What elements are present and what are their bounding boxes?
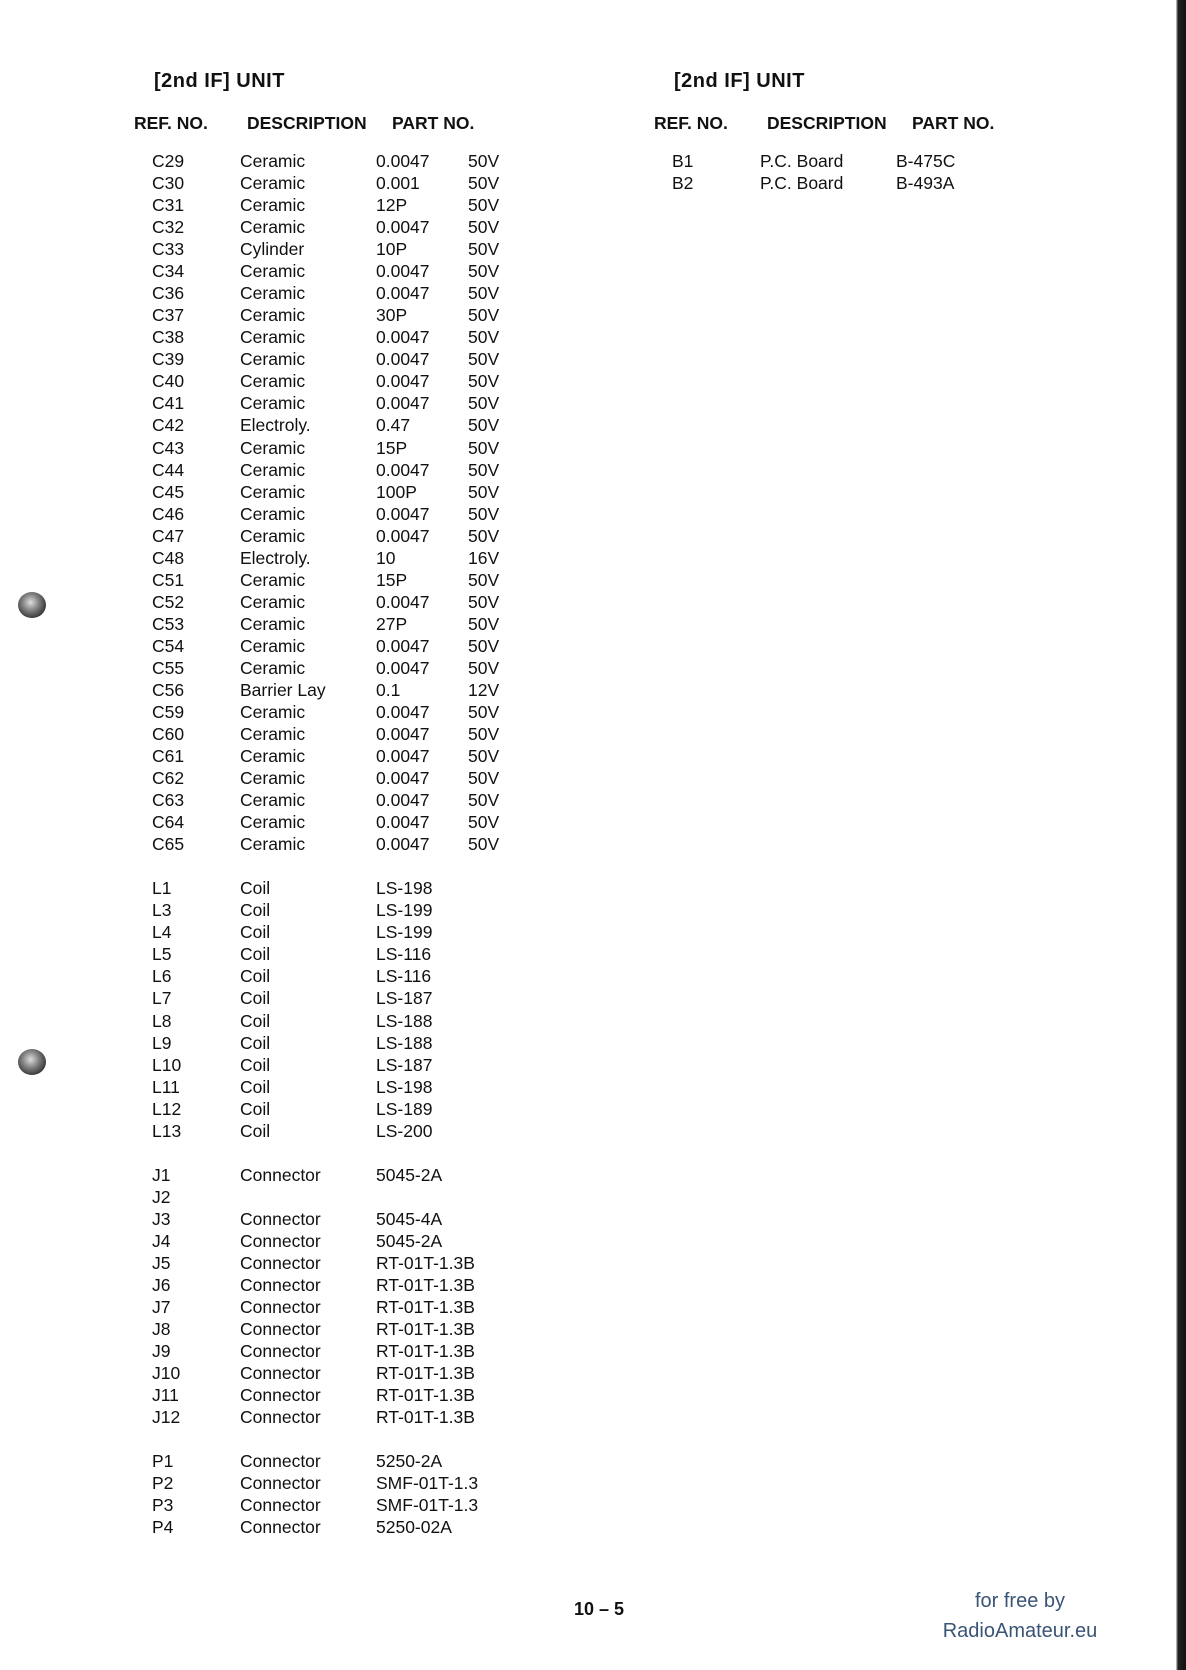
description-cell: Ceramic — [240, 724, 306, 745]
voltage-cell: 50V — [468, 283, 500, 304]
part-no-cell: LS-116 — [376, 944, 432, 965]
ref-cell: C30 — [152, 173, 185, 194]
ref-cell: P3 — [152, 1495, 174, 1516]
voltage-cell: 50V — [468, 437, 500, 458]
ref-cell: J8 — [152, 1319, 171, 1340]
part-no-cell: LS-198 — [376, 1076, 433, 1097]
description-cell: Coil — [240, 1032, 271, 1053]
part-no-cell: RT-01T-1.3B — [376, 1341, 475, 1362]
ref-cell: J7 — [152, 1297, 171, 1317]
part-no-cell: 0.0047 — [376, 702, 430, 722]
ref-cell: C62 — [152, 768, 185, 789]
ref-cell: C53 — [152, 613, 185, 634]
description-cell: Connector — [240, 1363, 321, 1384]
part-no-cell: 5045-2A — [376, 1230, 443, 1251]
ref-cell: L5 — [152, 944, 172, 965]
voltage-cell: 50V — [468, 239, 500, 260]
voltage-cell: 50V — [468, 790, 500, 811]
part-no-cell: RT-01T-1.3B — [376, 1385, 475, 1406]
ref-cell: L3 — [152, 900, 172, 921]
voltage-cell: 50V — [468, 768, 500, 789]
ref-cell: C31 — [152, 195, 185, 216]
ref-cell: L12 — [152, 1098, 182, 1119]
description-cell: Connector — [240, 1230, 321, 1251]
voltage-cell: 50V — [468, 702, 500, 722]
ref-cell: L13 — [152, 1120, 182, 1141]
part-no-cell: 0.0047 — [376, 371, 430, 392]
ref-cell: L10 — [152, 1054, 182, 1075]
voltage-cell: 50V — [468, 812, 500, 833]
ref-cell: P4 — [152, 1517, 174, 1538]
part-no-cell: 0.0047 — [376, 283, 430, 304]
voltage-cell: 50V — [468, 305, 500, 326]
voltage-cell: 50V — [468, 591, 500, 612]
unit-title: [2nd IF] UNIT — [154, 70, 285, 92]
part-no-cell: 10 — [376, 547, 396, 568]
ref-cell: C38 — [152, 327, 185, 348]
voltage-cell: 50V — [468, 261, 500, 282]
page-number: 10 – 5 — [574, 1599, 625, 1619]
part-no-cell: 0.0047 — [376, 261, 430, 282]
credit-watermark — [920, 1586, 1120, 1646]
voltage-cell: 50V — [468, 459, 500, 480]
part-no-cell: 0.0047 — [376, 812, 430, 833]
description-cell: Ceramic — [240, 173, 306, 194]
voltage-cell: 50V — [468, 657, 500, 678]
voltage-cell: 50V — [468, 525, 500, 546]
description-cell: Ceramic — [240, 790, 306, 811]
description-cell: Ceramic — [240, 261, 306, 282]
ref-cell: C64 — [152, 812, 185, 833]
ref-cell: B2 — [672, 173, 694, 194]
description-cell: Coil — [240, 900, 271, 921]
ref-cell: C48 — [152, 547, 185, 568]
description-cell: Ceramic — [240, 283, 306, 304]
voltage-cell: 50V — [468, 481, 500, 502]
description-cell: Connector — [240, 1385, 321, 1406]
description-cell: Coil — [240, 988, 271, 1009]
voltage-cell: 50V — [468, 569, 500, 590]
description-cell: Ceramic — [240, 812, 306, 833]
description-cell: Barrier Lay — [240, 679, 326, 700]
description-cell: Ceramic — [240, 834, 306, 855]
description-cell: Ceramic — [240, 591, 306, 612]
part-no-cell: 30P — [376, 305, 408, 326]
voltage-cell: 50V — [468, 834, 500, 855]
binder-hole-upper — [18, 592, 46, 618]
description-cell: Connector — [240, 1319, 321, 1340]
part-no-cell: RT-01T-1.3B — [376, 1319, 475, 1340]
ref-cell: L1 — [152, 878, 172, 899]
part-no-cell: 5250-2A — [376, 1451, 443, 1472]
ref-cell: C52 — [152, 591, 185, 612]
part-no-cell: RT-01T-1.3B — [376, 1363, 475, 1384]
ref-cell: C40 — [152, 371, 185, 392]
part-no-cell: 5045-2A — [376, 1164, 443, 1185]
voltage-cell: 50V — [468, 151, 500, 171]
part-no-cell: RT-01T-1.3B — [376, 1252, 475, 1273]
part-no-cell: RT-01T-1.3B — [376, 1297, 475, 1317]
ref-cell: C54 — [152, 635, 185, 656]
description-cell: Ceramic — [240, 393, 306, 414]
ref-cell: L11 — [152, 1076, 180, 1097]
ref-cell: L9 — [152, 1032, 172, 1053]
ref-cell: C37 — [152, 305, 185, 326]
voltage-cell: 50V — [468, 613, 500, 634]
part-no-cell: RT-01T-1.3B — [376, 1274, 475, 1295]
ref-cell: C60 — [152, 724, 185, 745]
ref-cell: C36 — [152, 283, 185, 304]
description-cell: Ceramic — [240, 525, 306, 546]
voltage-cell: 50V — [468, 349, 500, 370]
ref-cell: J10 — [152, 1363, 181, 1384]
description-cell: Ceramic — [240, 635, 306, 656]
part-no-cell: LS-116 — [376, 966, 432, 987]
description-cell: Electroly. — [240, 415, 311, 436]
ref-cell: L6 — [152, 966, 172, 987]
part-no-cell: 0.0047 — [376, 349, 430, 370]
credit-line-1: for free by — [974, 1590, 1066, 1612]
part-no-cell: LS-200 — [376, 1120, 433, 1141]
description-cell: Connector — [240, 1451, 321, 1472]
header-ref-no: REF. NO. — [654, 113, 728, 133]
ref-cell: C39 — [152, 349, 185, 370]
part-no-cell: 0.001 — [376, 173, 420, 194]
header-description: DESCRIPTION — [767, 113, 887, 133]
part-no-cell: LS-187 — [376, 988, 433, 1009]
part-no-cell: 0.0047 — [376, 635, 430, 656]
part-no-cell: 0.0047 — [376, 790, 430, 811]
part-no-cell: 10P — [376, 239, 408, 260]
ref-cell: L8 — [152, 1010, 172, 1031]
header-ref-no: REF. NO. — [134, 113, 208, 133]
part-no-cell: 0.0047 — [376, 724, 430, 745]
part-no-cell: LS-189 — [376, 1098, 433, 1119]
description-cell: Ceramic — [240, 305, 306, 326]
part-no-cell: B-493A — [896, 173, 955, 194]
voltage-cell: 50V — [468, 393, 500, 414]
right-parts-list — [654, 70, 1054, 270]
part-no-cell: 0.0047 — [376, 217, 430, 238]
ref-cell: J9 — [152, 1341, 171, 1362]
ref-cell: J3 — [152, 1208, 171, 1229]
part-no-cell: RT-01T-1.3B — [376, 1407, 475, 1428]
description-cell: Ceramic — [240, 371, 306, 392]
unit-title: [2nd IF] UNIT — [674, 70, 805, 92]
part-no-cell: LS-187 — [376, 1054, 433, 1075]
page-edge-shadow — [1176, 0, 1186, 1670]
description-cell: Connector — [240, 1495, 321, 1516]
description-cell: Coil — [240, 1010, 271, 1031]
voltage-cell: 50V — [468, 327, 500, 348]
description-cell: Connector — [240, 1252, 321, 1273]
part-no-cell: LS-188 — [376, 1032, 433, 1053]
voltage-cell: 12V — [468, 679, 500, 700]
part-no-cell: LS-188 — [376, 1010, 433, 1031]
description-cell: Coil — [240, 966, 271, 987]
part-no-cell: SMF-01T-1.3 — [376, 1495, 479, 1516]
part-no-cell: SMF-01T-1.3 — [376, 1473, 479, 1494]
part-no-cell: LS-199 — [376, 922, 433, 943]
description-cell: Ceramic — [240, 746, 306, 767]
ref-cell: P2 — [152, 1473, 174, 1494]
ref-cell: J2 — [152, 1186, 171, 1207]
voltage-cell: 50V — [468, 415, 500, 436]
part-no-cell: 0.0047 — [376, 746, 430, 767]
description-cell: Ceramic — [240, 657, 306, 678]
ref-cell: C43 — [152, 437, 185, 458]
left-parts-list — [134, 70, 554, 1550]
part-no-cell: 0.0047 — [376, 834, 430, 855]
ref-cell: P1 — [152, 1451, 174, 1472]
description-cell: Coil — [240, 878, 271, 899]
description-cell: Ceramic — [240, 437, 306, 458]
part-no-cell: LS-198 — [376, 878, 433, 899]
ref-cell: C47 — [152, 525, 185, 546]
description-cell: Ceramic — [240, 569, 306, 590]
voltage-cell: 50V — [468, 173, 500, 194]
ref-cell: C46 — [152, 503, 185, 524]
ref-cell: C41 — [152, 393, 185, 414]
ref-cell: L4 — [152, 922, 172, 943]
description-cell: Coil — [240, 1054, 271, 1075]
ref-cell: C42 — [152, 415, 185, 436]
ref-cell: J12 — [152, 1407, 181, 1428]
description-cell: Cylinder — [240, 239, 305, 260]
description-cell: Connector — [240, 1341, 321, 1362]
description-cell: Coil — [240, 944, 271, 965]
part-no-cell: 0.0047 — [376, 591, 430, 612]
voltage-cell: 50V — [468, 371, 500, 392]
ref-cell: C63 — [152, 790, 185, 811]
ref-cell: J11 — [152, 1385, 179, 1406]
ref-cell: C45 — [152, 481, 185, 502]
part-no-cell: 0.47 — [376, 415, 411, 436]
ref-cell: C33 — [152, 239, 185, 260]
part-no-cell: 0.0047 — [376, 657, 430, 678]
part-no-cell: 0.0047 — [376, 393, 430, 414]
description-cell: Ceramic — [240, 613, 306, 634]
ref-cell: J5 — [152, 1252, 171, 1273]
part-no-cell: 27P — [376, 613, 408, 634]
ref-cell: B1 — [672, 151, 694, 171]
ref-cell: C29 — [152, 151, 185, 171]
part-no-cell: 0.0047 — [376, 768, 430, 789]
part-no-cell: LS-199 — [376, 900, 433, 921]
description-cell: Connector — [240, 1297, 321, 1317]
description-cell: Ceramic — [240, 768, 306, 789]
ref-cell: C56 — [152, 679, 185, 700]
voltage-cell: 50V — [468, 195, 500, 216]
description-cell: Ceramic — [240, 481, 306, 502]
ref-cell: C65 — [152, 834, 185, 855]
description-cell: Coil — [240, 922, 271, 943]
part-no-cell: 12P — [376, 195, 408, 216]
part-no-cell: 5045-4A — [376, 1208, 443, 1229]
binder-hole-lower — [18, 1049, 46, 1075]
ref-cell: C44 — [152, 459, 185, 480]
description-cell: Ceramic — [240, 327, 306, 348]
ref-cell: J6 — [152, 1274, 171, 1295]
description-cell: Connector — [240, 1208, 321, 1229]
ref-cell: C59 — [152, 702, 185, 722]
ref-cell: J1 — [152, 1164, 171, 1185]
part-no-cell: 0.0047 — [376, 327, 430, 348]
ref-cell: C32 — [152, 217, 185, 238]
part-no-cell: 15P — [376, 437, 408, 458]
description-cell: Coil — [240, 1076, 271, 1097]
description-cell: P.C. Board — [760, 151, 844, 171]
part-no-cell: 0.0047 — [376, 151, 430, 171]
description-cell: Coil — [240, 1098, 271, 1119]
description-cell: Connector — [240, 1274, 321, 1295]
part-no-cell: 0.1 — [376, 679, 401, 700]
description-cell: Coil — [240, 1120, 271, 1141]
description-cell: Ceramic — [240, 349, 306, 370]
ref-cell: L7 — [152, 988, 172, 1009]
description-cell: Connector — [240, 1407, 321, 1428]
description-cell: Ceramic — [240, 702, 306, 722]
description-cell: Ceramic — [240, 151, 306, 171]
part-no-cell: 15P — [376, 569, 408, 590]
description-cell: Ceramic — [240, 217, 306, 238]
part-no-cell: 5250-02A — [376, 1517, 452, 1538]
description-cell: Electroly. — [240, 547, 311, 568]
description-cell: Connector — [240, 1473, 321, 1494]
ref-cell: C51 — [152, 569, 185, 590]
voltage-cell: 50V — [468, 724, 500, 745]
description-cell: Ceramic — [240, 195, 306, 216]
description-cell: Connector — [240, 1164, 321, 1185]
voltage-cell: 50V — [468, 635, 500, 656]
header-description: DESCRIPTION — [247, 113, 367, 133]
part-no-cell: 0.0047 — [376, 503, 430, 524]
header-part-no: PART NO. — [912, 113, 995, 133]
part-no-cell: 100P — [376, 481, 417, 502]
part-no-cell: 0.0047 — [376, 525, 430, 546]
ref-cell: C61 — [152, 746, 185, 767]
ref-cell: J4 — [152, 1230, 171, 1251]
description-cell: Ceramic — [240, 503, 306, 524]
description-cell: Ceramic — [240, 459, 306, 480]
voltage-cell: 16V — [468, 547, 500, 568]
description-cell: Connector — [240, 1517, 321, 1538]
header-part-no: PART NO. — [392, 113, 475, 133]
credit-line-2: RadioAmateur.eu — [942, 1620, 1098, 1642]
description-cell: P.C. Board — [760, 173, 844, 194]
ref-cell: C55 — [152, 657, 185, 678]
voltage-cell: 50V — [468, 746, 500, 767]
voltage-cell: 50V — [468, 217, 500, 238]
ref-cell: C34 — [152, 261, 185, 282]
part-no-cell: B-475C — [896, 151, 956, 171]
voltage-cell: 50V — [468, 503, 500, 524]
part-no-cell: 0.0047 — [376, 459, 430, 480]
